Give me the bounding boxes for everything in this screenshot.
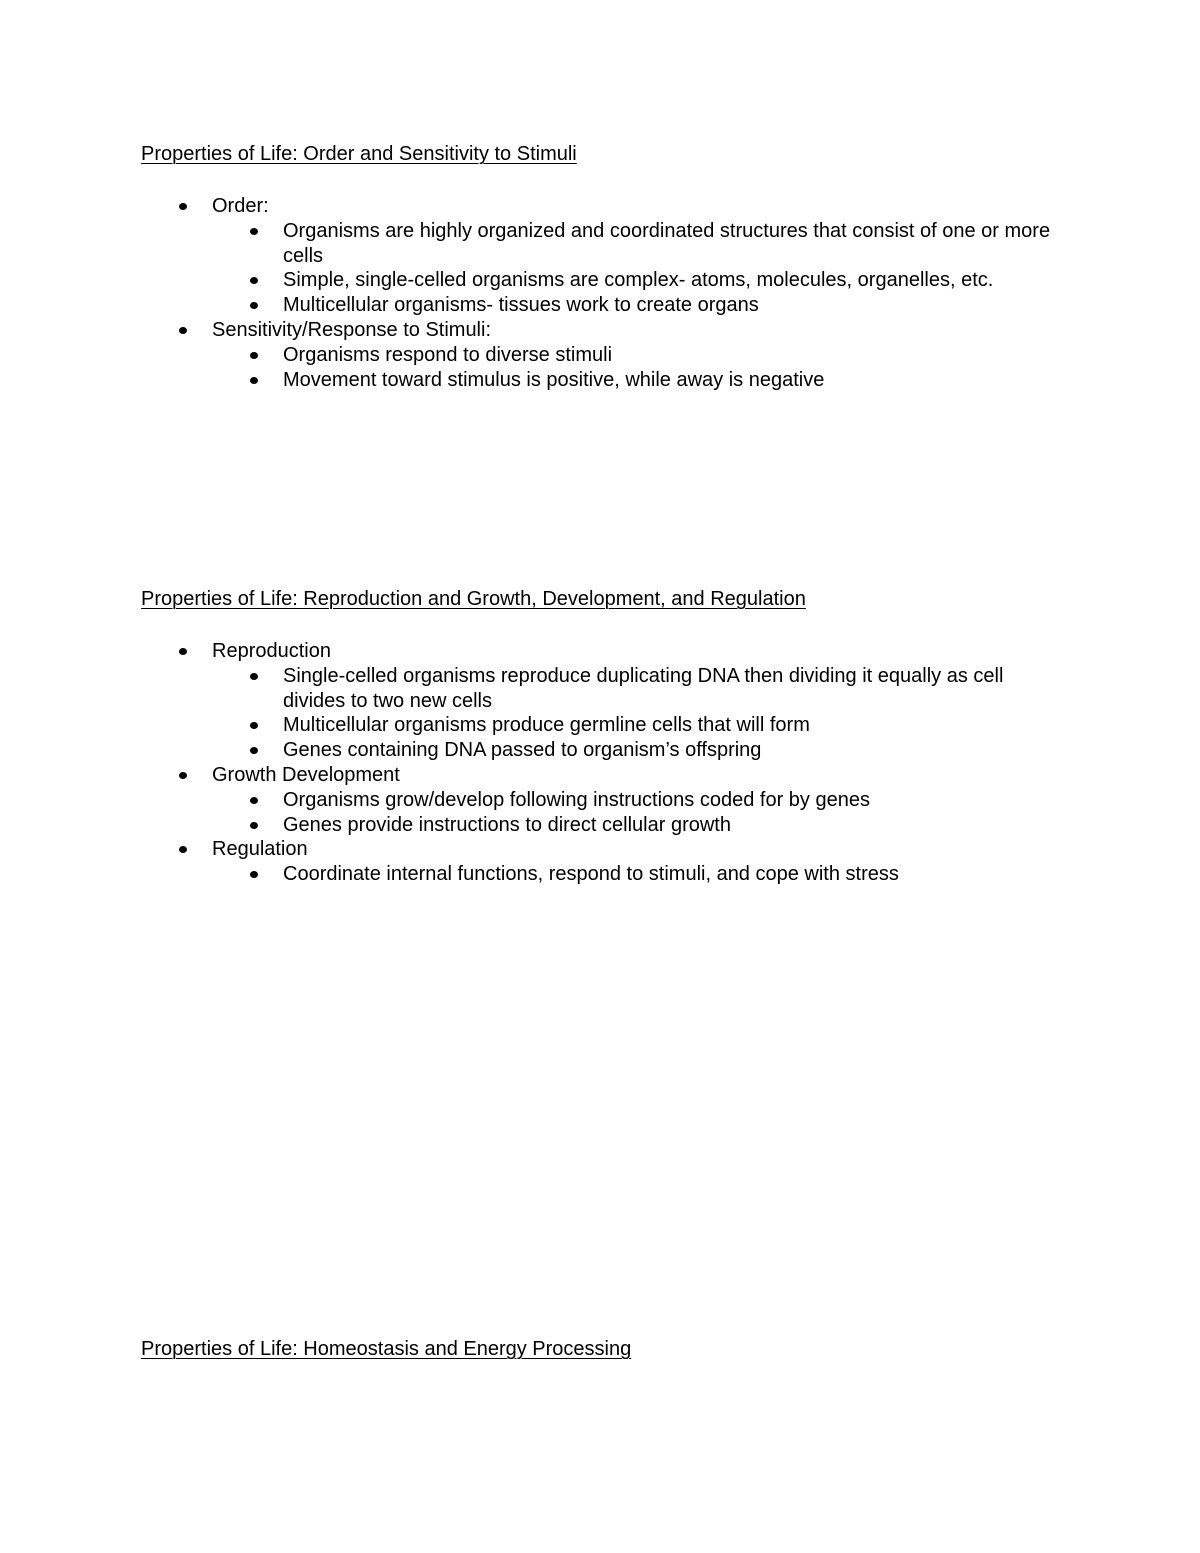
sub-list-item	[0, 788, 1063, 813]
bullet-icon	[250, 722, 258, 729]
list-item-reproduction	[0, 639, 1063, 664]
section-heading-homeostasis-energy: Properties of Life: Homeostasis and Energy Processing	[141, 1338, 632, 1360]
sub-list-item-text: Multicellular organisms produce germline cells that will form	[283, 714, 810, 737]
bullet-icon	[250, 377, 258, 384]
sub-list-item-text: Multicellular organisms- tissues work to create organs	[283, 294, 759, 317]
sub-list-item	[0, 219, 1063, 269]
bullet-icon	[250, 228, 258, 235]
sub-list-item-text: Organisms respond to diverse stimuli	[283, 343, 613, 366]
bullet-icon	[250, 747, 258, 754]
bullet-icon	[179, 327, 187, 334]
sub-list-item	[0, 368, 1063, 393]
bullet-icon	[250, 352, 258, 359]
sub-list-item-text: Genes provide instructions to direct cellular growth	[283, 813, 731, 836]
sub-list-item-text: Single-celled organisms reproduce duplicating DNA then dividing it equally as cell divides to two new cells	[283, 664, 1004, 712]
list-item-label: Growth Development	[212, 763, 400, 786]
sub-list-item-text: Coordinate internal functions, respond to stimuli, and cope with stress	[283, 863, 899, 886]
list-item-label: Reproduction	[212, 640, 331, 662]
sub-list-item-text: Organisms grow/develop following instructions coded for by genes	[283, 788, 870, 811]
bullet-icon	[250, 277, 258, 284]
list-item-growth-development	[0, 763, 1063, 788]
sub-list-item	[0, 293, 1063, 318]
section-heading-order-sensitivity: Properties of Life: Order and Sensitivity to Stimuli	[141, 143, 577, 165]
section-list-reproduction-growth	[0, 639, 1063, 887]
sub-list-item	[0, 862, 1063, 887]
bullet-icon	[250, 302, 258, 309]
section-heading-reproduction-growth: Properties of Life: Reproduction and Growth, Development, and Regulation	[141, 588, 806, 610]
bullet-icon	[179, 203, 187, 210]
sub-list-item-text: Organisms are highly organized and coordinated structures that consist of one or more cells	[283, 219, 1051, 267]
bullet-icon	[179, 772, 187, 779]
sub-list-item-text: Simple, single-celled organisms are complex- atoms, molecules, organelles, etc.	[283, 269, 994, 292]
sub-list-item-text: Genes containing DNA passed to organism’s offspring	[283, 739, 762, 762]
sub-list-item	[0, 343, 1063, 368]
list-item-regulation	[0, 837, 1063, 862]
bullet-icon	[250, 822, 258, 829]
sub-list-item	[0, 713, 1063, 738]
list-item-label: Order:	[212, 195, 269, 217]
sub-list-item	[0, 738, 1063, 763]
list-item-label: Regulation	[212, 838, 308, 861]
bullet-icon	[250, 797, 258, 804]
list-item-sensitivity	[0, 318, 1063, 343]
bullet-icon	[179, 846, 187, 853]
sub-list-item-text: Movement toward stimulus is positive, while away is negative	[283, 368, 825, 391]
sub-list-item	[0, 813, 1063, 838]
list-item-order	[0, 194, 1063, 219]
bullet-icon	[250, 871, 258, 878]
bullet-icon	[250, 673, 258, 680]
sub-list-item	[0, 268, 1063, 293]
sub-list-item	[0, 664, 1063, 714]
section-list-order-sensitivity	[0, 194, 1063, 392]
bullet-icon	[179, 648, 187, 655]
list-item-label: Sensitivity/Response to Stimuli:	[212, 318, 492, 341]
